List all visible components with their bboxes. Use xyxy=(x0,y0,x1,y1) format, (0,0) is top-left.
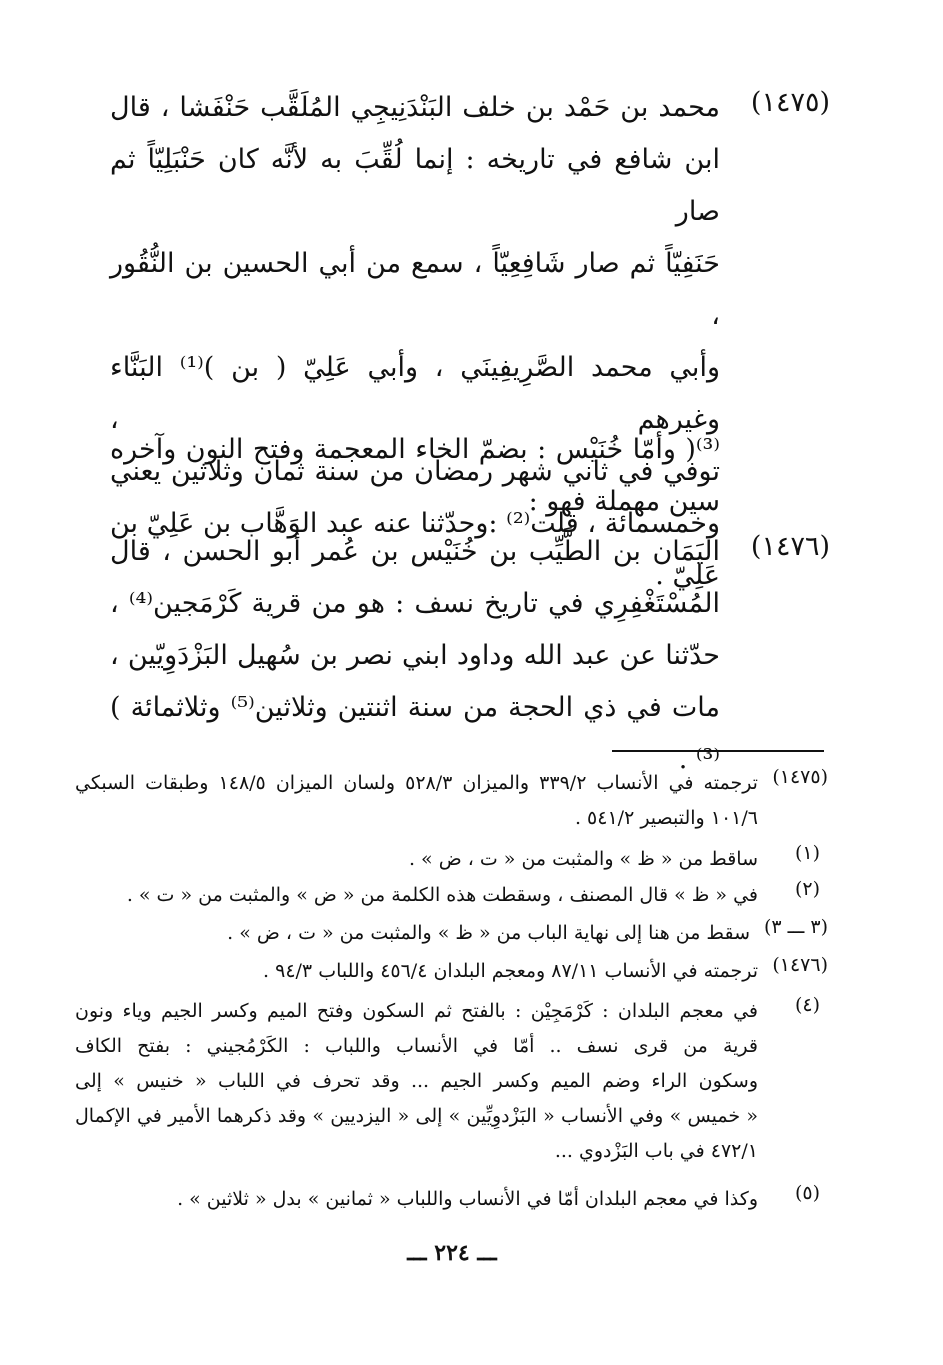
footnote-line: ترجمته في الأنساب ٣٣٩/٢ والميزان ٥٢٨/٣ ولسان الميزان ١٤٨/٥ وطبقات السبكي xyxy=(75,772,758,794)
entry-1476 xyxy=(60,526,830,775)
footnote-line: وسكون الراء وضم الميم وكسر الجيم ... وقد تحرف في اللباب « خنيس » إلى xyxy=(75,1070,758,1092)
footnote-line: ٤٧٢/١ في باب البَزْدوي ... xyxy=(554,1140,758,1162)
footnote-line: « خميس » وفي الأنساب « البَزْدوِيِّين » إلى « اليزديين » وقد ذكرهما الأمير في الإكمال xyxy=(75,1105,758,1127)
footnote-number: (٢) xyxy=(794,878,820,900)
footnote-line: ١٠١/٦ والتبصير ٥٤١/٢ . xyxy=(574,807,758,829)
footnote-number: (١٤٧٦) xyxy=(772,954,828,976)
text-line: ⁽³⁾( وأمّا خُنَيْس : بضمّ الخاء المعجمة وفتح النون وآخره xyxy=(110,434,720,465)
footnote-text xyxy=(75,766,758,836)
text-line: سين مهملة فهو : xyxy=(528,486,720,517)
footnote-text xyxy=(75,916,750,951)
entry-number: (١٤٧٥) xyxy=(750,87,830,118)
entry-text xyxy=(110,526,720,786)
paragraph-khunays xyxy=(60,424,830,528)
footnote-1475 xyxy=(75,766,828,838)
footnote-number: (١) xyxy=(794,842,820,864)
text-line: عَلِيّ . xyxy=(655,560,720,591)
text-line: اليَمَان بن الطَّيِّب بن خُنَيْس بن عُمر أبو الحسن ، قال xyxy=(110,536,720,567)
text-line: توفي في ثاني شهر رمضان من سنة ثمان وثلاثين يعني xyxy=(110,456,720,487)
footnote-1476 xyxy=(75,954,828,990)
footnote-number: (٤) xyxy=(794,994,820,1016)
text-line: حَنَفِيّاً ثم صار شَافِعِيّاً ، سمع من أبي الحسين بن النُّقُور ، xyxy=(110,248,720,331)
footnote-number: (٥) xyxy=(794,1182,820,1204)
text-line: وخمسمائة ، قلت⁽²⁾ :وحدّثنا عنه عبد الوَهَّاب بن عَلِيّ بن xyxy=(110,508,720,539)
footnote-line: سقط من هنا إلى نهاية الباب من « ظ » والمثبت من « ت ، ض » . xyxy=(227,922,750,944)
paragraph-text xyxy=(110,424,720,528)
footnote-line: ساقط من « ظ » والمثبت من « ت ، ض » . xyxy=(408,848,758,870)
text-line: حدّثنا عن عبد الله وداود ابني نصر بن سُهيل البَزْدَوِيّين ، xyxy=(110,640,720,671)
footnote-number: (١٤٧٥) xyxy=(772,766,828,788)
footnote-4 xyxy=(75,994,828,1174)
footnote-number: (٣ ـــ ٣) xyxy=(763,916,828,938)
footnote-2 xyxy=(75,878,828,914)
page-number: ـــ ٢٢٤ ـــ xyxy=(407,1240,497,1266)
footnote-separator xyxy=(612,750,824,752)
footnote-line: وكذا في معجم البلدان أمّا في الأنساب واللباب « ثمانين » بدل « ثلاثين » . xyxy=(177,1188,758,1210)
footnote-3-3 xyxy=(75,916,828,952)
text-line: وأبي محمد الصَّرِيفِينَي ، وأبي عَلِيّ ( بن )⁽¹⁾ البَنَّاء وغيرهم ، xyxy=(110,352,720,435)
footnote-1 xyxy=(75,842,828,878)
footnote-line: ترجمته في الأنساب ٨٧/١١ ومعجم البلدان ٤٥٦/٤ واللباب ٩٤/٣ . xyxy=(263,960,758,982)
footnote-text xyxy=(75,1182,758,1217)
footnote-5 xyxy=(75,1182,828,1218)
text-line: محمد بن حَمْد بن خلف البَنْدَنِيجِي المُلَقَّب حَنْفَشا ، قال xyxy=(110,92,720,123)
text-line: المُسْتَغْفِرِي في تاريخ نسف : هو من قرية كَرْمَجين⁽⁴⁾ ، xyxy=(110,588,720,619)
footnote-line: في « ظ » قال المصنف ، وسقطت هذه الكلمة من « ض » والمثبت من « ت » . xyxy=(126,884,758,906)
text-line: مات في ذي الحجة من سنة اثنتين وثلاثين⁽⁵⁾ وثلاثمائة )⁽³⁾ . xyxy=(110,692,720,775)
footnote-text xyxy=(75,994,758,1169)
text-line: ابن شافع في تاريخه : إنما لُقِّبَ به لأنَّه كان حَنْبَلِيّاً ثم صار xyxy=(110,144,720,227)
entry-number: (١٤٧٦) xyxy=(750,531,830,562)
footnote-text xyxy=(75,954,758,989)
footnote-text xyxy=(75,878,758,913)
footnote-line: قرية من قرى نسف .. أمّا في الأنساب واللباب : الكَرْمُجيني : بفتح الكاف xyxy=(75,1035,758,1057)
footnote-line: في معجم البلدان : كَرْمَجِيْن : بالفتح ثم السكون وفتح الميم وكسر الجيم وياء ونون xyxy=(75,1000,758,1022)
footnote-text xyxy=(75,842,758,877)
